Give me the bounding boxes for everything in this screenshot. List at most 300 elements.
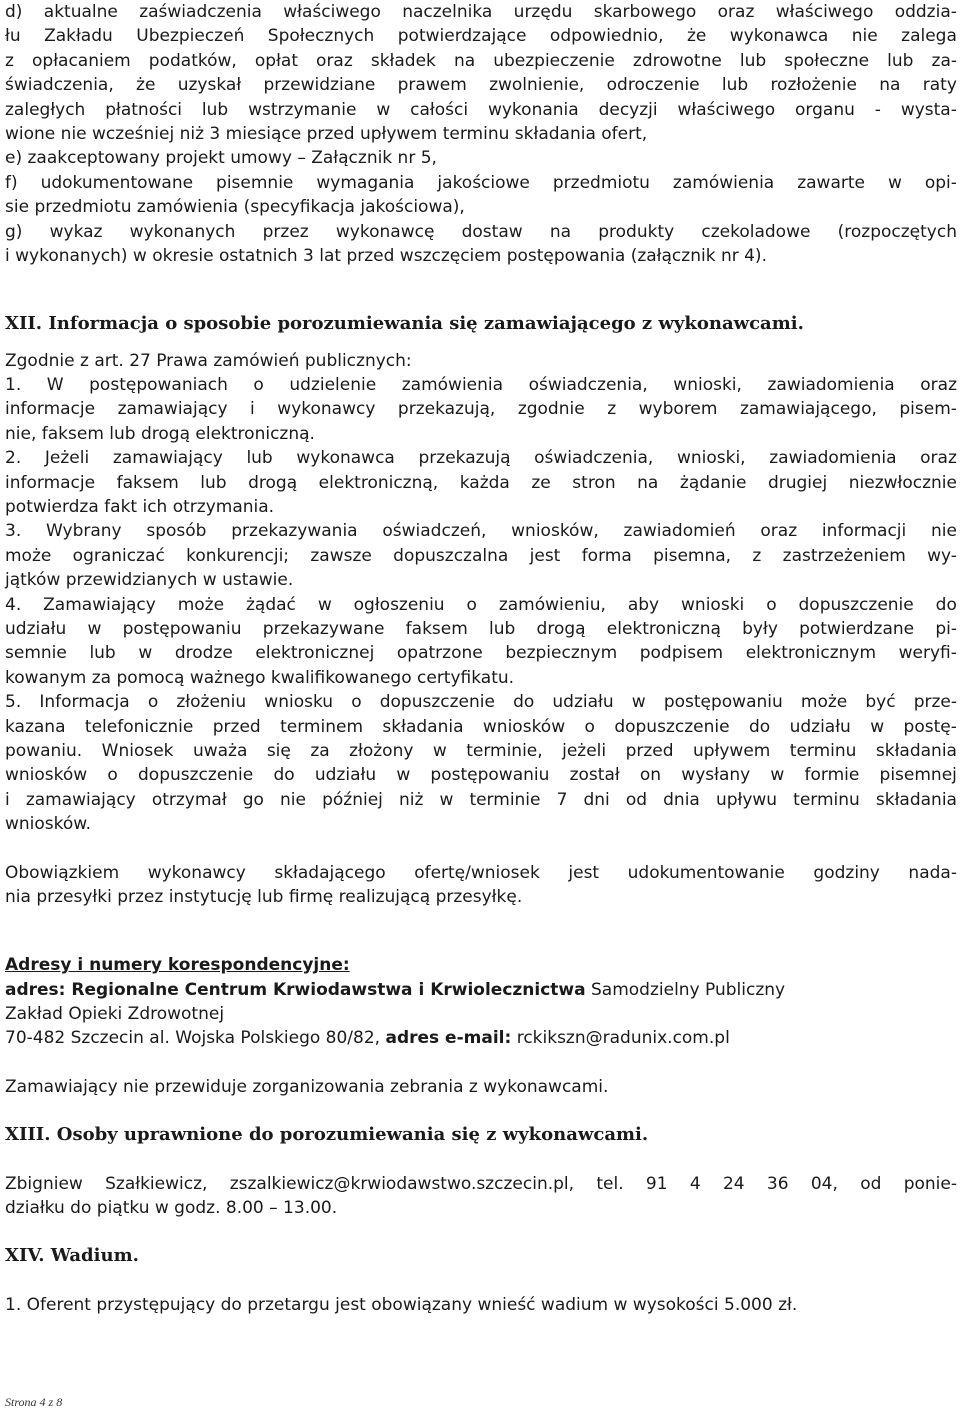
word: produkty [598, 221, 675, 242]
word: uzyskał [177, 75, 242, 96]
word: raty [922, 75, 957, 96]
word: oświadczeń, [382, 521, 487, 542]
word: nie [280, 789, 306, 810]
paragraph-line [5, 739, 957, 763]
paragraph-line [5, 0, 957, 24]
word: w [432, 740, 447, 761]
word: dopuszczenie [379, 692, 495, 713]
email-address: rckikszn@radunix.com.pl [511, 1028, 730, 1049]
word: prawem [397, 75, 467, 96]
word: opi- [924, 172, 957, 193]
word: zamawiający [117, 399, 228, 420]
word: Obowiązkiem [5, 862, 120, 883]
word: oraz [717, 2, 755, 22]
word: Informacja [39, 692, 130, 713]
word: upływu [715, 789, 778, 810]
paragraph-line: e) zaakceptowany projekt umowy – Załącznik nr 5, [5, 148, 437, 169]
word: o [253, 375, 264, 396]
word: właściwego [677, 99, 776, 120]
paragraph-line [5, 73, 957, 97]
paragraph-line: kowanym za pomocą ważnego kwalifikowanego certyfikatu. [5, 667, 515, 688]
word: o [147, 692, 159, 713]
word: ubezpieczenie [493, 50, 615, 71]
word: potwierdzające [397, 26, 527, 47]
word: postępowaniach [89, 375, 228, 396]
word: przez [262, 221, 309, 242]
word: składającego [274, 862, 386, 883]
word: zawiadomienia [769, 448, 897, 469]
word: wykonawca [729, 26, 829, 47]
paragraph-line [5, 220, 957, 244]
word: - [874, 99, 881, 120]
word: weryfi- [898, 643, 957, 664]
word: że [136, 75, 156, 96]
word: przewidziane [263, 75, 376, 96]
word: w [376, 99, 391, 120]
word: na [453, 50, 476, 71]
word: być [865, 692, 896, 713]
word: wykonawca [296, 448, 395, 469]
page-number: Strona 4 z 8 [5, 1395, 63, 1409]
word: udzielenie [289, 375, 377, 396]
word: wykonawcy [147, 862, 246, 883]
paragraph-line [5, 171, 957, 195]
word: oraz [316, 50, 353, 71]
word: drugiej [767, 472, 828, 493]
word: informacji [821, 521, 907, 542]
word: drogą [248, 472, 298, 493]
word: żądać [245, 594, 296, 615]
word: 36 [766, 1173, 789, 1194]
word: przekazywane [262, 618, 385, 639]
street-line [5, 1026, 957, 1050]
word: wykonania [487, 99, 579, 120]
word: z [752, 545, 762, 566]
word: konkurencji; [186, 545, 290, 566]
word: elektronicznym [745, 643, 877, 664]
word: udziału [789, 716, 851, 737]
word: i [5, 789, 10, 810]
paragraph-line: i wykonanych) w okresie ostatnich 3 lat przed wszczęciem postępowania (załącznik nr 4). [5, 245, 767, 266]
word: oraz [920, 375, 957, 396]
word: terminie [469, 789, 541, 810]
word: nie [931, 521, 957, 542]
street-address: 70-482 Szczecin al. Wojska Polskiego 80/82, [5, 1028, 386, 1049]
word: w [870, 716, 885, 737]
word: podatków, [148, 50, 237, 71]
word: elektroniczną [606, 618, 721, 639]
word: wniosków [482, 716, 566, 737]
word: przedmiotu [552, 172, 650, 193]
word: udokumentowane [40, 172, 194, 193]
word: przekazują [418, 448, 511, 469]
word: faksem [405, 618, 468, 639]
word: opatrzone [396, 643, 483, 664]
word: zawiadomień [623, 521, 736, 542]
word: ogłoszeniu [353, 594, 445, 615]
word: go [242, 789, 264, 810]
word: składek [370, 50, 436, 71]
word: formie [804, 765, 860, 786]
word: 4. [5, 594, 22, 615]
document-page [5, 0, 957, 1317]
word: postępowaniu [430, 765, 550, 786]
paragraph-line: jątków przewidzianych w ustawie. [5, 570, 294, 591]
paragraph-line [5, 763, 957, 787]
word: skarbowego [593, 2, 697, 22]
word: w [439, 789, 454, 810]
word: o [351, 692, 362, 713]
paragraph-line: nia przesyłki przez instytucję lub firmę realizującą przesyłkę. [5, 886, 523, 907]
word: Jeżeli [44, 448, 90, 469]
section-heading: XII. Informacja o sposobie porozumiewania się zamawiającego z wykonawcami. [5, 313, 804, 335]
word: właściwego [775, 2, 874, 22]
word: 1. [5, 375, 22, 396]
word: może [177, 594, 225, 615]
word: za [310, 740, 330, 761]
email-label: adres e-mail: [385, 1028, 512, 1049]
word: zawarte [797, 172, 865, 193]
word: drogą [536, 618, 586, 639]
word: składania [875, 789, 957, 810]
word: telefonicznie [84, 716, 194, 737]
paragraph-line [5, 471, 957, 495]
word: 5. [5, 692, 22, 713]
address-label: adres: Regionalne Centrum Krwiodawstwa i Krwiolecznictwa [5, 979, 586, 1000]
word: zamówienia [401, 375, 504, 396]
word: niezwłocznie [848, 472, 957, 493]
word: wnioski, [673, 375, 742, 396]
word: społeczne [784, 50, 870, 71]
paragraph-line [5, 641, 957, 665]
word: pisemna, [653, 545, 732, 566]
word: (rozpoczętych [837, 221, 957, 242]
word: zwolnienie, [489, 75, 585, 96]
word: o [584, 716, 595, 737]
paragraph-line [5, 24, 957, 48]
word: f) [5, 172, 18, 193]
word: może [5, 545, 52, 566]
word: lub [246, 448, 273, 469]
meeting-note: Zamawiający nie przewiduje zorganizowania zebrania z wykonawcami. [5, 1076, 609, 1097]
word: zawsze [310, 545, 372, 566]
word: podpisem [639, 643, 724, 664]
address-line [5, 978, 957, 1002]
word: lub [201, 99, 229, 120]
word: wniosku [264, 692, 334, 713]
word: sposób [146, 521, 207, 542]
word: drodze [174, 643, 233, 664]
paragraph-line [5, 373, 957, 397]
section-heading: XIV. Wadium. [5, 1245, 139, 1267]
word: dopuszczenie [614, 716, 730, 737]
paragraph-line: 1. Oferent przystępujący do przetargu jest obowiązany wnieść wadium w wysokości 5.000 zł. [5, 1294, 798, 1315]
word: 24 [722, 1173, 745, 1194]
word: do [748, 716, 771, 737]
word: do [273, 765, 295, 786]
word: 91 [645, 1173, 668, 1194]
word: opłat [254, 50, 298, 71]
word: 3. [5, 521, 22, 542]
word: postępowaniu [122, 618, 242, 639]
word: zalega [901, 26, 957, 47]
word: zgodnie [517, 399, 585, 420]
word: na [637, 472, 659, 493]
word: wykaz [49, 221, 103, 242]
word: udziału [314, 765, 377, 786]
paragraph-line: nie, faksem lub drogą elektroniczną. [5, 423, 315, 444]
word: w [396, 765, 411, 786]
word: o [107, 765, 118, 786]
paragraph-line [5, 861, 957, 885]
word: w [87, 618, 102, 639]
word: organu [795, 99, 855, 120]
word: terminie, [466, 740, 543, 761]
word: on [639, 765, 662, 786]
word: zszalkiewicz@krwiodawstwo.szczecin.pl, [229, 1173, 575, 1194]
word: zawiadomienia [767, 375, 895, 396]
word: decyzji [598, 99, 658, 120]
word: terminu [789, 740, 857, 761]
word: 04, [810, 1173, 838, 1194]
word: tel. [596, 1173, 624, 1194]
word: z [5, 50, 14, 71]
paragraph-line: wione nie wcześniej niż 3 miesiące przed upływem terminu składania ofert, [5, 123, 648, 144]
word: oświadczenia, [528, 375, 648, 396]
word: składania [875, 740, 957, 761]
paragraph-line [5, 788, 957, 812]
word: złożony [349, 740, 414, 761]
word: się [266, 740, 291, 761]
word: zamawiający [25, 789, 136, 810]
word: Szałkiewicz, [105, 1173, 208, 1194]
word: i [250, 399, 255, 420]
word: powaniu. [5, 740, 83, 761]
paragraph-line: potwierdza fakt ich otrzymania. [5, 497, 275, 518]
word: przed [625, 740, 674, 761]
word: wymagania [316, 172, 415, 193]
word: wnioski, [676, 448, 746, 469]
word: pisemnie [216, 172, 294, 193]
word: przekazują, [397, 399, 496, 420]
word: opłacaniem [32, 50, 131, 71]
word: były [742, 618, 778, 639]
word: udokumentowanie [627, 862, 785, 883]
paragraph-line [5, 519, 957, 543]
word: przed [212, 716, 261, 737]
word: złożeniu [176, 692, 247, 713]
word: dni [583, 789, 610, 810]
word: pisem- [899, 399, 957, 420]
word: w [317, 594, 332, 615]
word: lub [739, 50, 767, 71]
word: oraz [920, 448, 957, 469]
word: wykonawcę [335, 221, 435, 242]
word: oddzia- [894, 2, 957, 22]
word: zaświadczenia [139, 2, 262, 22]
paragraph-line [5, 446, 957, 470]
word: odpowiednio, [549, 26, 664, 47]
word: pi- [935, 618, 957, 639]
word: udziału [5, 618, 67, 639]
word: ze [531, 472, 551, 493]
word: każda [459, 472, 510, 493]
word: w [770, 765, 785, 786]
word: ograniczać [72, 545, 165, 566]
word: za- [931, 50, 957, 71]
word: upływem [692, 740, 771, 761]
word: terminem [280, 716, 364, 737]
word: przekazywania [231, 521, 358, 542]
word: potwierdzane [799, 618, 915, 639]
lead-text: Zgodnie z art. 27 Prawa zamówień publicznych: [5, 350, 412, 371]
paragraph-line [5, 690, 957, 714]
word: zamówieniu, [498, 594, 606, 615]
word: świadczenia, [5, 75, 114, 96]
word: faksem [116, 472, 179, 493]
word: właściwego [283, 2, 381, 22]
word: jeżeli [562, 740, 607, 761]
word: w [631, 692, 646, 713]
paragraph-line: działku do piątku w godz. 8.00 – 13.00. [5, 1198, 338, 1219]
word: informacje [5, 472, 96, 493]
address-line-2: Zakład Opieki Zdrowotnej [5, 1004, 225, 1025]
word: Społecznych [267, 26, 375, 47]
word: nie [851, 26, 878, 47]
word: wnioski [681, 594, 745, 615]
word: ofertę/wniosek [414, 862, 540, 883]
word: jest [568, 862, 600, 883]
word: elektroniczną, [318, 472, 439, 493]
word: na [879, 75, 901, 96]
word: jakościowe [437, 172, 530, 193]
word: lub [887, 50, 914, 71]
paragraph-line [5, 715, 957, 739]
word: lub [489, 618, 516, 639]
word: postę- [903, 716, 957, 737]
word: zdrowotne [632, 50, 722, 71]
word: udziału [552, 692, 614, 713]
word: lub [721, 75, 749, 96]
paragraph-line [5, 1172, 957, 1196]
word: d) [5, 2, 23, 22]
paragraph-line: wniosków. [5, 814, 92, 835]
word: Zamawiający [43, 594, 156, 615]
word: 2. [5, 448, 22, 469]
word: w [887, 172, 902, 193]
word: że [686, 26, 707, 47]
word: wyborem [638, 399, 718, 420]
word: terminu [793, 789, 860, 810]
word: zamawiający [112, 448, 223, 469]
word: stron [572, 472, 616, 493]
word: oświadczenia, [534, 448, 654, 469]
word: z [607, 399, 617, 420]
word: dopuszczalna [393, 545, 509, 566]
word: zamawiającego, [739, 399, 877, 420]
word: może [800, 692, 848, 713]
paragraph-line [5, 98, 957, 122]
word: aby [627, 594, 660, 615]
word: uważa [192, 740, 248, 761]
word: odroczenie [606, 75, 700, 96]
word: aktualne [43, 2, 118, 22]
word: pisemnej [879, 765, 957, 786]
word: rozłożenie [770, 75, 857, 96]
word: otrzymał [151, 789, 227, 810]
paragraph-line [5, 593, 957, 617]
word: dopuszczenie [138, 765, 254, 786]
word: czekoladowe [701, 221, 811, 242]
word: W [46, 375, 64, 396]
word: od [860, 1173, 882, 1194]
word: postępowaniu [663, 692, 783, 713]
word: składania [382, 716, 464, 737]
word: Wniosek [101, 740, 174, 761]
word: Wybrany [46, 521, 122, 542]
paragraph-line [5, 397, 957, 421]
word: łu [5, 26, 21, 47]
word: Zakładu [44, 26, 113, 47]
address-rest: Samodzielny Publiczny [585, 979, 786, 1000]
word: lub [89, 643, 116, 664]
word: prze- [913, 692, 957, 713]
word: wy- [927, 545, 957, 566]
word: Zbigniew [5, 1173, 83, 1194]
word: wniosków, [511, 521, 599, 542]
word: bezpiecznym [505, 643, 618, 664]
word: o [766, 594, 777, 615]
word: g) [5, 221, 23, 242]
word: Ubezpieczeń [136, 26, 245, 47]
word: zamówienia [672, 172, 775, 193]
word: do [513, 692, 535, 713]
word: wysłany [681, 765, 751, 786]
word: wykonawcy [277, 399, 376, 420]
word: elektronicznej [255, 643, 375, 664]
word: później [322, 789, 383, 810]
word: oraz [760, 521, 798, 542]
word: zastrzeżeniem [782, 545, 906, 566]
word: zaległych [5, 99, 86, 120]
word: niż [398, 789, 424, 810]
word: nada- [908, 862, 957, 883]
word: o [466, 594, 477, 615]
word: urzędu [513, 2, 573, 22]
addresses-heading: Adresy i numery korespondencyjne: [5, 955, 350, 976]
word: semnie [5, 643, 67, 664]
word: do [935, 594, 957, 615]
word: wniosków [5, 765, 88, 786]
word: kazana [5, 716, 66, 737]
word: na [549, 221, 572, 242]
paragraph-line: sie przedmiotu zamówienia (specyfikacja jakościowa), [5, 197, 465, 218]
word: wykonanych [129, 221, 236, 242]
word: dnia [663, 789, 700, 810]
word: w [138, 643, 153, 664]
word: dostaw [461, 221, 523, 242]
word: płatności [105, 99, 183, 120]
word: naczelnika [402, 2, 493, 22]
word: 7 [556, 789, 568, 810]
word: forma [581, 545, 632, 566]
word: wstrzymanie [248, 99, 357, 120]
word: 4 [689, 1173, 701, 1194]
word: wysta- [900, 99, 957, 120]
word: jest [529, 545, 561, 566]
word: godziny [813, 862, 880, 883]
word: informacje [5, 399, 96, 420]
